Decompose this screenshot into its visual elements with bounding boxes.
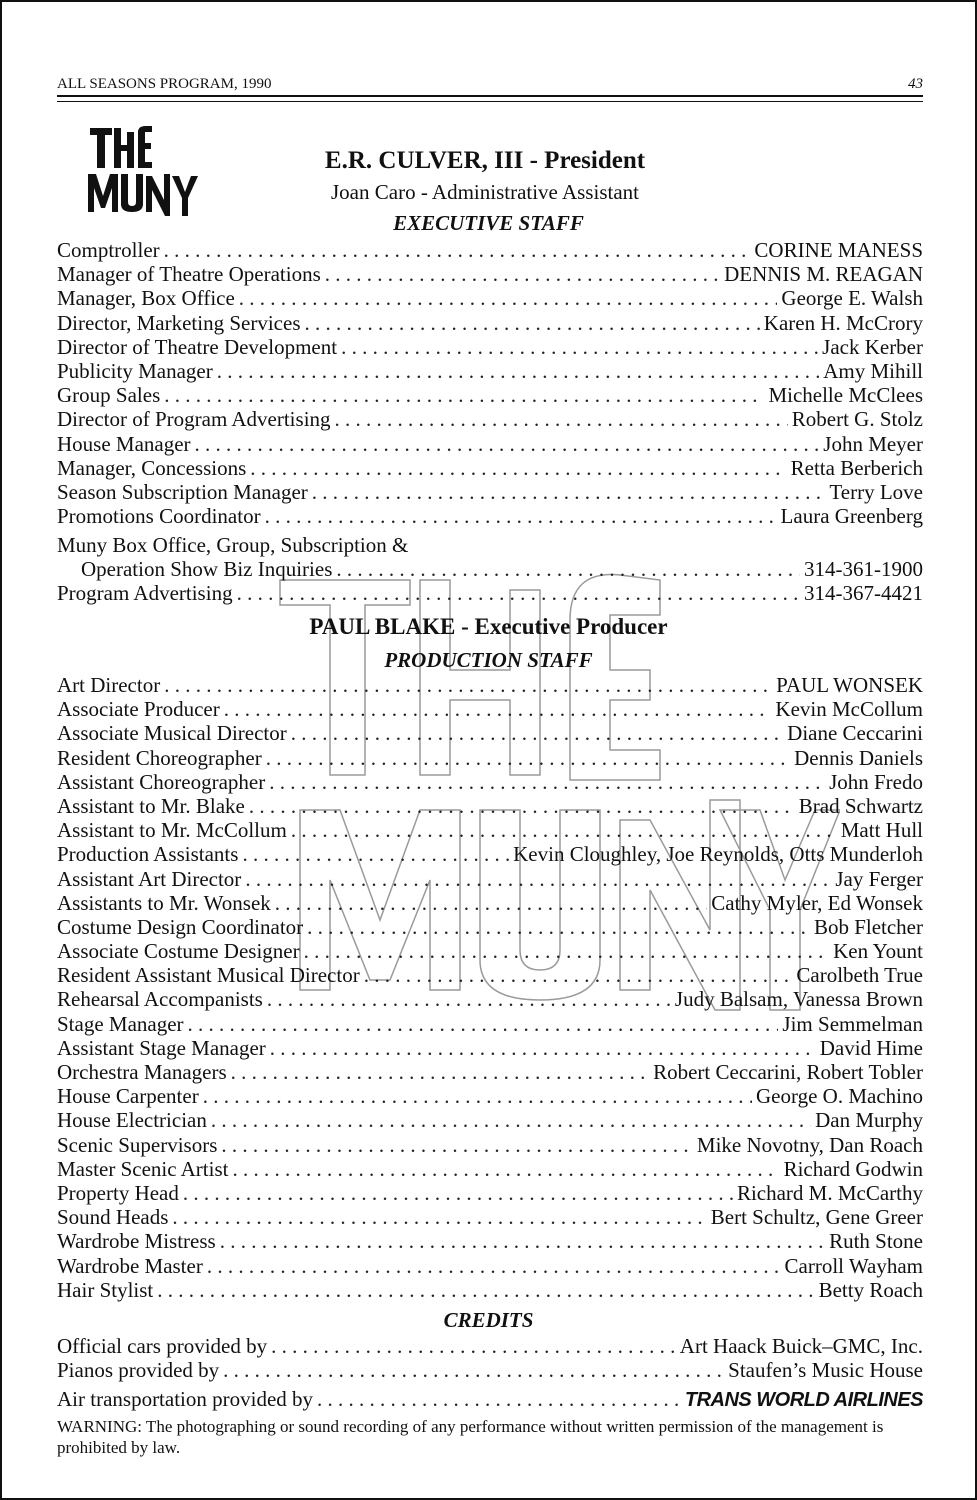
dot-leader [224,697,772,722]
role-label: Property Head [57,1180,179,1205]
role-label: Sound Heads [57,1205,169,1230]
staff-row [57,311,923,335]
dot-leader [217,359,820,384]
person-name: Staufen’s Music House [728,1358,923,1383]
person-name: TRANS WORLD AIRLINES [684,1389,923,1412]
person-name: 314-367-4421 [804,581,923,606]
role-label: Stage Manager [57,1011,184,1036]
role-label: Associate Musical Director [57,721,287,746]
person-name: David Hime [819,1035,923,1060]
dot-leader [164,673,772,698]
role-label: House Manager [57,431,191,456]
staff-row [57,1036,923,1060]
credits-heading: CREDITS [443,1308,534,1332]
dot-leader [265,504,777,529]
staff-row [57,794,923,818]
person-name: Michelle McClees [768,383,923,408]
dot-leader [335,407,788,432]
staff-row [57,867,923,891]
staff-row [57,1205,923,1229]
role-label: Assistants to Mr. Wonsek [57,890,271,915]
staff-row [57,1133,923,1157]
staff-row [57,939,923,963]
role-label: Director of Program Advertising [57,407,331,432]
role-label: Assistant Stage Manager [57,1035,266,1060]
dot-leader [220,1229,825,1254]
dot-leader [211,1108,811,1133]
dot-leader [266,746,790,771]
dot-leader [269,770,825,795]
person-name: John Fredo [829,769,923,794]
dot-leader [317,1387,681,1412]
dot-leader [237,581,800,606]
dot-leader [341,335,818,360]
credits-list [57,1334,923,1412]
dot-leader [307,915,810,940]
person-name: Art Haack Buick–GMC, Inc. [679,1334,923,1358]
dot-leader [291,818,837,843]
dot-leader [183,1181,733,1206]
role-label: Director of Theatre Development [57,334,338,359]
person-name: Robert G. Stolz [791,407,923,432]
role-label: Publicity Manager [57,358,213,383]
dot-leader [221,1133,692,1158]
dot-leader [291,721,783,746]
person-name: Brad Schwartz [798,793,923,818]
dot-leader [267,987,671,1012]
role-label: Wardrobe Mistress [57,1229,216,1254]
staff-row [57,987,923,1011]
staff-row [57,746,923,770]
role-label: Program Advertising [57,581,233,606]
president-line: E.R. CULVER, III - President [324,147,646,174]
dot-leader [312,480,826,505]
staff-row [57,262,923,286]
staff-row [57,1387,923,1411]
production-staff-heading: PRODUCTION STAFF [384,648,593,672]
staff-row [57,238,923,262]
role-label: Associate Costume Designer [57,939,300,964]
role-label: Manager, Box Office [57,286,235,311]
role-label: Scenic Supervisors [57,1132,218,1157]
person-name: John Meyer [823,431,923,456]
running-header [57,76,923,96]
role-label: Director, Marketing Services [57,310,301,335]
person-name: Ruth Stone [829,1229,923,1254]
dot-leader [325,262,720,287]
person-name: Mike Novotny, Dan Roach [696,1132,923,1157]
staff-row [57,407,923,431]
header-rule-thin [57,101,923,102]
role-label: Associate Producer [57,697,220,722]
person-name: Jim Semmelman [782,1011,923,1036]
person-name: Amy Mihill [823,358,923,383]
executive-staff-heading: EXECUTIVE STAFF [393,211,584,235]
person-name: Jack Kerber [822,334,923,359]
warning-notice: WARNING: The photographing or sound recording of any performance without written permission of the management is prohibited by law. [57,1417,884,1457]
role-label: Assistant Art Director [57,866,242,891]
staff-row [57,1012,923,1036]
role-label: Wardrobe Master [57,1253,203,1278]
production-staff-list [57,673,923,1302]
executive-staff-list [57,238,923,528]
person-name: Terry Love [829,479,923,504]
person-name: George E. Walsh [781,286,923,311]
dot-leader [223,1358,724,1383]
person-name: Dennis Daniels [794,745,923,770]
staff-row [57,1181,923,1205]
dot-leader [207,1254,781,1279]
staff-row [57,1229,923,1253]
dot-leader [188,1012,779,1037]
person-name: Kevin Cloughley, Joe Reynolds, Otts Munderloh [513,842,923,867]
person-name: Retta Berberich [790,455,923,480]
role-label: Manager, Concessions [57,455,247,480]
person-name: Ken Yount [833,939,923,964]
staff-row [57,504,923,528]
dot-leader [270,1036,816,1061]
staff-row [57,1060,923,1084]
dot-leader [249,794,795,819]
dot-leader [242,842,509,867]
role-label: Resident Assistant Musical Director [57,963,360,988]
staff-row [57,335,923,359]
person-name: DENNIS M. REAGAN [724,262,923,287]
dot-leader [305,311,760,336]
person-name: Karen H. McCrory [763,310,923,335]
staff-row [57,1084,923,1108]
dot-leader [172,1205,706,1230]
role-label: Manager of Theatre Operations [57,262,321,287]
person-name: 314-361-1900 [804,557,923,582]
dot-leader [275,891,707,916]
person-name: Kevin McCollum [775,697,923,722]
dot-leader [157,1278,814,1303]
admin-assistant-line: Joan Caro - Administrative Assistant [331,180,639,204]
the-muny-logo [86,126,204,216]
contacts-list [57,533,923,606]
person-name: Cathy Myler, Ed Wonsek [711,890,923,915]
role-label: Season Subscription Manager [57,479,308,504]
staff-row [57,818,923,842]
role-label: Comptroller [57,238,160,262]
staff-row [57,1108,923,1132]
role-label: Group Sales [57,383,161,408]
dot-leader [239,286,778,311]
staff-row [57,432,923,456]
person-name: Betty Roach [818,1277,923,1302]
dot-leader [195,432,820,457]
role-label: Assistant to Mr. McCollum [57,818,287,843]
dot-leader [245,867,831,892]
dot-leader [164,238,751,263]
dot-leader [231,1060,649,1085]
staff-row [57,697,923,721]
role-label: House Carpenter [57,1084,199,1109]
person-name: Jay Ferger [835,866,923,891]
staff-row [57,842,923,866]
staff-row [57,1334,923,1358]
person-name: Laura Greenberg [780,504,923,529]
person-name: PAUL WONSEK [776,673,923,697]
role-label: Operation Show Biz Inquiries [81,557,333,582]
dot-leader [232,1157,779,1182]
person-name: Richard Godwin [783,1156,923,1181]
person-name: Carolbeth True [796,963,923,988]
staff-row [57,891,923,915]
role-label: Rehearsal Accompanists [57,987,263,1012]
person-name: Robert Ceccarini, Robert Tobler [653,1060,923,1084]
staff-row [57,557,923,581]
dot-leader [164,383,764,408]
contacts-line1: Muny Box Office, Group, Subscription & [57,533,409,557]
person-name: Dan Murphy [815,1108,923,1133]
publication-title: ALL SEASONS PROGRAM, 1990 [57,76,272,92]
staff-row [57,673,923,697]
staff-row [57,1254,923,1278]
staff-row [57,480,923,504]
staff-row [57,383,923,407]
role-label: Promotions Coordinator [57,504,261,529]
role-label: Orchestra Managers [57,1060,227,1084]
dot-leader [250,456,786,481]
role-label: Assistant Choreographer [57,769,266,794]
person-name: Richard M. McCarthy [736,1180,923,1205]
header-rule [57,95,923,97]
role-label: Production Assistants [57,842,239,867]
staff-row [57,1278,923,1302]
staff-row [57,359,923,383]
person-name: George O. Machino [756,1084,923,1109]
staff-row [57,915,923,939]
staff-row [57,1157,923,1181]
dot-leader [336,557,800,582]
contacts-heading-line [57,533,923,557]
page-number: 43 [908,76,923,92]
person-name: CORINE MANESS [754,238,923,262]
producer-line: PAUL BLAKE - Executive Producer [309,614,668,639]
role-label: Pianos provided by [57,1358,220,1383]
person-name: Judy Balsam, Vanessa Brown [674,987,923,1012]
staff-row [57,286,923,310]
role-label: Resident Choreographer [57,745,262,770]
staff-row [57,1358,923,1382]
role-label: Hair Stylist [57,1277,154,1302]
role-label: Costume Design Coordinator [57,914,304,939]
role-label: Master Scenic Artist [57,1156,229,1181]
person-name: Diane Ceccarini [787,721,923,746]
staff-row [57,721,923,745]
role-label: Official cars provided by [57,1334,268,1358]
person-name: Carroll Wayham [784,1253,923,1278]
dot-leader [364,963,793,988]
staff-row [57,456,923,480]
staff-row [57,770,923,794]
person-name: Bob Fletcher [813,914,923,939]
staff-row [57,581,923,605]
person-name: Bert Schultz, Gene Greer [710,1205,923,1230]
dot-leader [304,939,830,964]
role-label: House Electrician [57,1108,207,1133]
role-label: Assistant to Mr. Blake [57,793,245,818]
role-label: Air transportation provided by [57,1387,314,1412]
dot-leader [203,1084,752,1109]
role-label: Art Director [57,673,161,697]
dot-leader [271,1334,676,1359]
staff-row [57,963,923,987]
person-name: Matt Hull [840,818,923,843]
